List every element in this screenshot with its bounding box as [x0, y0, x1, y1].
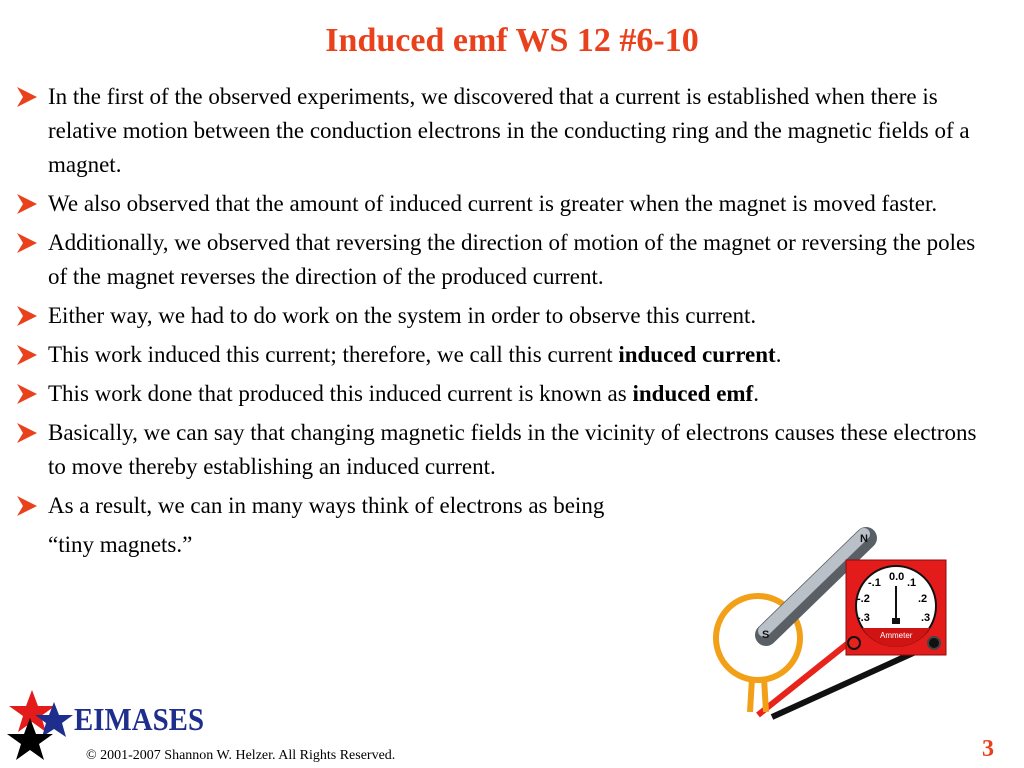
- bullet-item: [14, 226, 999, 294]
- magnet-ring-ammeter-figure: [700, 520, 960, 725]
- bullet-text: Additionally, we observed that reversing the direction of motion of the magnet or reversing the poles of the magnet reverses the direction of the produced current.: [48, 230, 976, 289]
- ammeter: [846, 560, 946, 655]
- arrow-bullet-icon: [14, 84, 40, 110]
- bullet-text: In the first of the observed experiments, we discovered that a current is established when there is relative motion between the conduction electrons in the conducting ring and the magnetic fields of a magnet.: [48, 84, 970, 177]
- bullet-continuation: “tiny magnets.”: [48, 532, 193, 557]
- term-induced-current: induced current: [618, 342, 776, 367]
- bullet-text-after: .: [775, 342, 782, 367]
- meter-label: Ammeter: [880, 631, 913, 640]
- meter-tick-plus-1: .1: [907, 577, 917, 589]
- bullet-item: [14, 377, 999, 411]
- bullet-text: Basically, we can say that changing magnetic fields in the vicinity of electrons causes these electrons to move thereby establishing an induced current.: [48, 420, 977, 479]
- magnet-north-label: N: [860, 533, 868, 545]
- term-induced-emf: induced emf: [632, 381, 754, 406]
- meter-tick-plus-2: .2: [918, 593, 928, 605]
- bullet-text-after: .: [753, 381, 759, 406]
- page-number: 3: [982, 736, 994, 762]
- bullet-item: [14, 416, 999, 484]
- bullet-text: Either way, we had to do work on the system in order to observe this current.: [48, 303, 757, 328]
- copyright-text: © 2001-2007 Shannon W. Helzer. All Rights Reserved.: [86, 748, 396, 763]
- arrow-bullet-icon: [14, 493, 40, 519]
- slide-title: Induced emf WS 12 #6-10: [325, 22, 699, 59]
- meter-terminal-black: [928, 637, 940, 649]
- bullet-item: [14, 299, 999, 333]
- bullet-item: [14, 338, 999, 372]
- logo-text: EIMASES: [74, 701, 204, 737]
- arrow-bullet-icon: [14, 303, 40, 329]
- meter-tick-minus-3: -.3: [857, 612, 870, 624]
- meter-tick-minus-2: -.2: [857, 593, 870, 605]
- meter-tick-minus-1: -.1: [868, 577, 881, 589]
- magnet-south-label: S: [762, 629, 770, 641]
- meter-tick-zero: 0.0: [889, 571, 905, 583]
- meter-tick-plus-3: .3: [921, 612, 931, 624]
- arrow-bullet-icon: [14, 342, 40, 368]
- bullet-list: [14, 80, 999, 567]
- meter-terminal-red: [848, 637, 860, 649]
- bullet-text: As a result, we can in many ways think of electrons as being: [48, 493, 605, 518]
- arrow-bullet-icon: [14, 191, 40, 217]
- bullet-text-before: This work done that produced this induced current is known as: [48, 381, 633, 406]
- arrow-bullet-icon: [14, 381, 40, 407]
- bullet-text-before: This work induced this current; therefore, we call this current: [48, 342, 619, 367]
- bullet-item: [14, 80, 999, 182]
- arrow-bullet-icon: [14, 420, 40, 446]
- bullet-item: [14, 187, 999, 221]
- bullet-text: We also observed that the amount of induced current is greater when the magnet is moved faster.: [48, 191, 938, 216]
- arrow-bullet-icon: [14, 230, 40, 256]
